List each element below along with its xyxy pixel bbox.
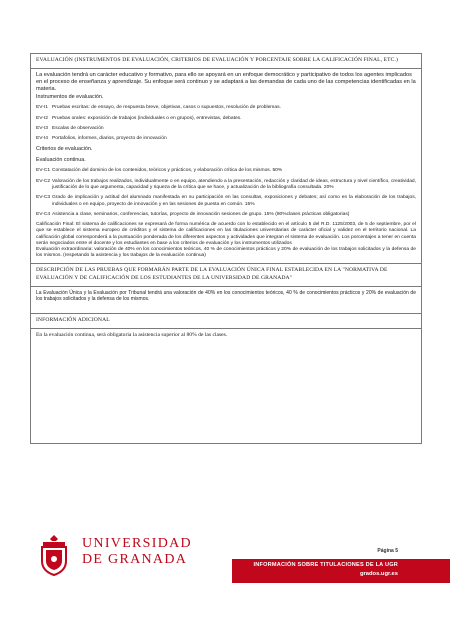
band-url[interactable]: grados.ugr.es — [359, 571, 398, 577]
criterion-code: EV-C3 — [36, 195, 51, 201]
university-crest-icon — [36, 533, 72, 577]
unica-heading: DESCRIPCIÓN DE LAS PRUEBAS QUE FORMARÁN PARTE DE LA EVALUACIÓN ÚNICA FINAL ESTABLECIDA EN LA "NORMATIVA DE EVALUACIÓN Y DE CALIFICACIÓN DE LOS ESTUDIANTES DE LA UNIVERSIDAD DE GRANADA" — [36, 267, 388, 281]
instrument-code: EV-I1 — [36, 105, 48, 111]
instrument-item — [36, 105, 416, 111]
criterion-item — [36, 195, 416, 208]
unica-text: La Evaluación Única y la Evaluación por Tribunal tendrá una valoración de 40% en los conocimientos teóricos, 40 % de conocimientos prácticos y 20% de evaluación de los trabajos solicitados y la defensa de los mismos. — [36, 289, 416, 303]
evaluacion-body-row — [31, 68, 421, 263]
criterion-text: Grado de implicación y actitud del alumnado manifestada en su participación en las consultas, exposiciones y debates; así como en la elaboración de los trabajos, individuales o en equipo, proyecto de innovación y en las sesiones de puesta en común. 15% — [52, 195, 416, 207]
criterion-item — [36, 168, 416, 174]
evaluacion-heading-row — [31, 54, 421, 68]
adicional-body-row — [31, 328, 421, 443]
criterion-code: EV-C4 — [36, 211, 51, 217]
unica-body-row — [31, 286, 421, 313]
criterion-text: Valoración de los trabajos realizados, individualmente o en equipo, atendiendo a la presentación, redacción y claridad de ideas, estructura y nivel científico, creatividad, justificación de lo que argumenta, capacidad y riqueza de la crítica que se hace, y actualización de la bibliografía consultada. 20% — [52, 178, 416, 190]
band-title: INFORMACIÓN SOBRE TITULACIONES DE LA UGR — [253, 562, 398, 568]
instrument-item — [36, 136, 416, 142]
page-number: Página 5 — [377, 548, 398, 554]
instrument-code: EV-I4 — [36, 136, 48, 142]
instrument-item — [36, 116, 416, 122]
criterion-item — [36, 179, 416, 192]
criteria-label: Criterios de evaluación. — [36, 146, 93, 153]
footer-band — [232, 559, 450, 583]
criterion-text: Asistencia a clase, seminarios, conferencias, tutorías, proyecto de innovación sesiones de grupo. 15% (80%clases prácticas obligatorias) — [52, 211, 350, 217]
instrument-code: EV-I3 — [36, 125, 48, 131]
adicional-heading: INFORMACIÓN ADICIONAL — [36, 316, 110, 323]
instruments-list — [36, 105, 416, 142]
instruments-label: Instrumentos de evaluación. — [36, 94, 104, 101]
criterion-code: EV-C1 — [36, 168, 51, 174]
instrument-text: Escalas de observación — [52, 125, 104, 131]
criterion-code: EV-C2 — [36, 178, 51, 184]
criteria-list — [36, 168, 416, 218]
instrument-item — [36, 126, 416, 132]
unica-heading-row — [31, 263, 421, 285]
criterion-item — [36, 212, 416, 218]
page-footer — [0, 525, 450, 637]
instrument-text: Portafolios, informes, diarios, proyecto de innovación — [52, 136, 167, 142]
evaluacion-extraordinaria-text: Evaluación extraordinaria: valoración de 40% en los conocimientos teóricos, 40 % de conocimientos prácticos y 20% de evaluación de los trabajos solicitados y la defensa de los mismos. (respetando la asistencia y los trabajos de la evaluación continua) — [36, 246, 416, 259]
instrument-code: EV-I2 — [36, 115, 48, 121]
criterion-text: Constatación del dominio de los contenidos, teóricos y prácticos, y elaboración crítica de los mismos. 50% — [52, 168, 283, 174]
calificacion-final-text: Calificación Final: El sistema de calificaciones se expresará de forma numérica de acuerdo con lo establecido en el artículo 5 del R.D. 1125/2003, de 5 de septiembre, por el que se establece el sistema europeo de créditos y el sistema de calificaciones en las titulaciones universitarias de carácter oficial y validez en el territorio nacional. La calificación global corresponderá a la puntuación ponderada de los diferentes aspectos y actividades que integran el sistema de evaluación. Los porcentajes a tener en cuenta serán negociados entre el docente y los estudiantes en base a los criterios de evaluación y los instrumentos utilizados — [36, 222, 416, 246]
adicional-text: En la evaluación continua, será obligatoria la asistencia superior al 80% de las clases. — [36, 331, 228, 338]
evaluacion-heading: EVALUACIÓN (INSTRUMENTOS DE EVALUACIÓN, CRITERIOS DE EVALUACIÓN Y PORCENTAJE SOBRE LA CALIFICACIÓN FINAL, ETC.) — [36, 57, 398, 63]
university-name-line1: UNIVERSIDAD — [82, 536, 192, 551]
university-name-line2: DE GRANADA — [82, 552, 188, 567]
evaluation-table — [30, 53, 422, 444]
continua-label: Evaluación continua. — [36, 157, 86, 164]
instrument-text: Pruebas escritas: de ensayo, de respuesta breve, objetivas, casos o supuestos, resolución de problemas. — [52, 105, 281, 111]
evaluacion-intro: La evaluación tendrá un carácter educativo y formativo, para ello se apoyará en un enfoque democrático y participativo de todos los agentes implicados en el proceso de enseñanza y aprendizaje. Su enfoque será continuo y se adaptará a las demandas de cada uno de las competencias identificadas en la materia. — [36, 72, 416, 93]
adicional-heading-row — [31, 313, 421, 328]
instrument-text: Pruebas orales: exposición de trabajos (individuales o en grupos), entrevistas, debates. — [52, 115, 242, 121]
